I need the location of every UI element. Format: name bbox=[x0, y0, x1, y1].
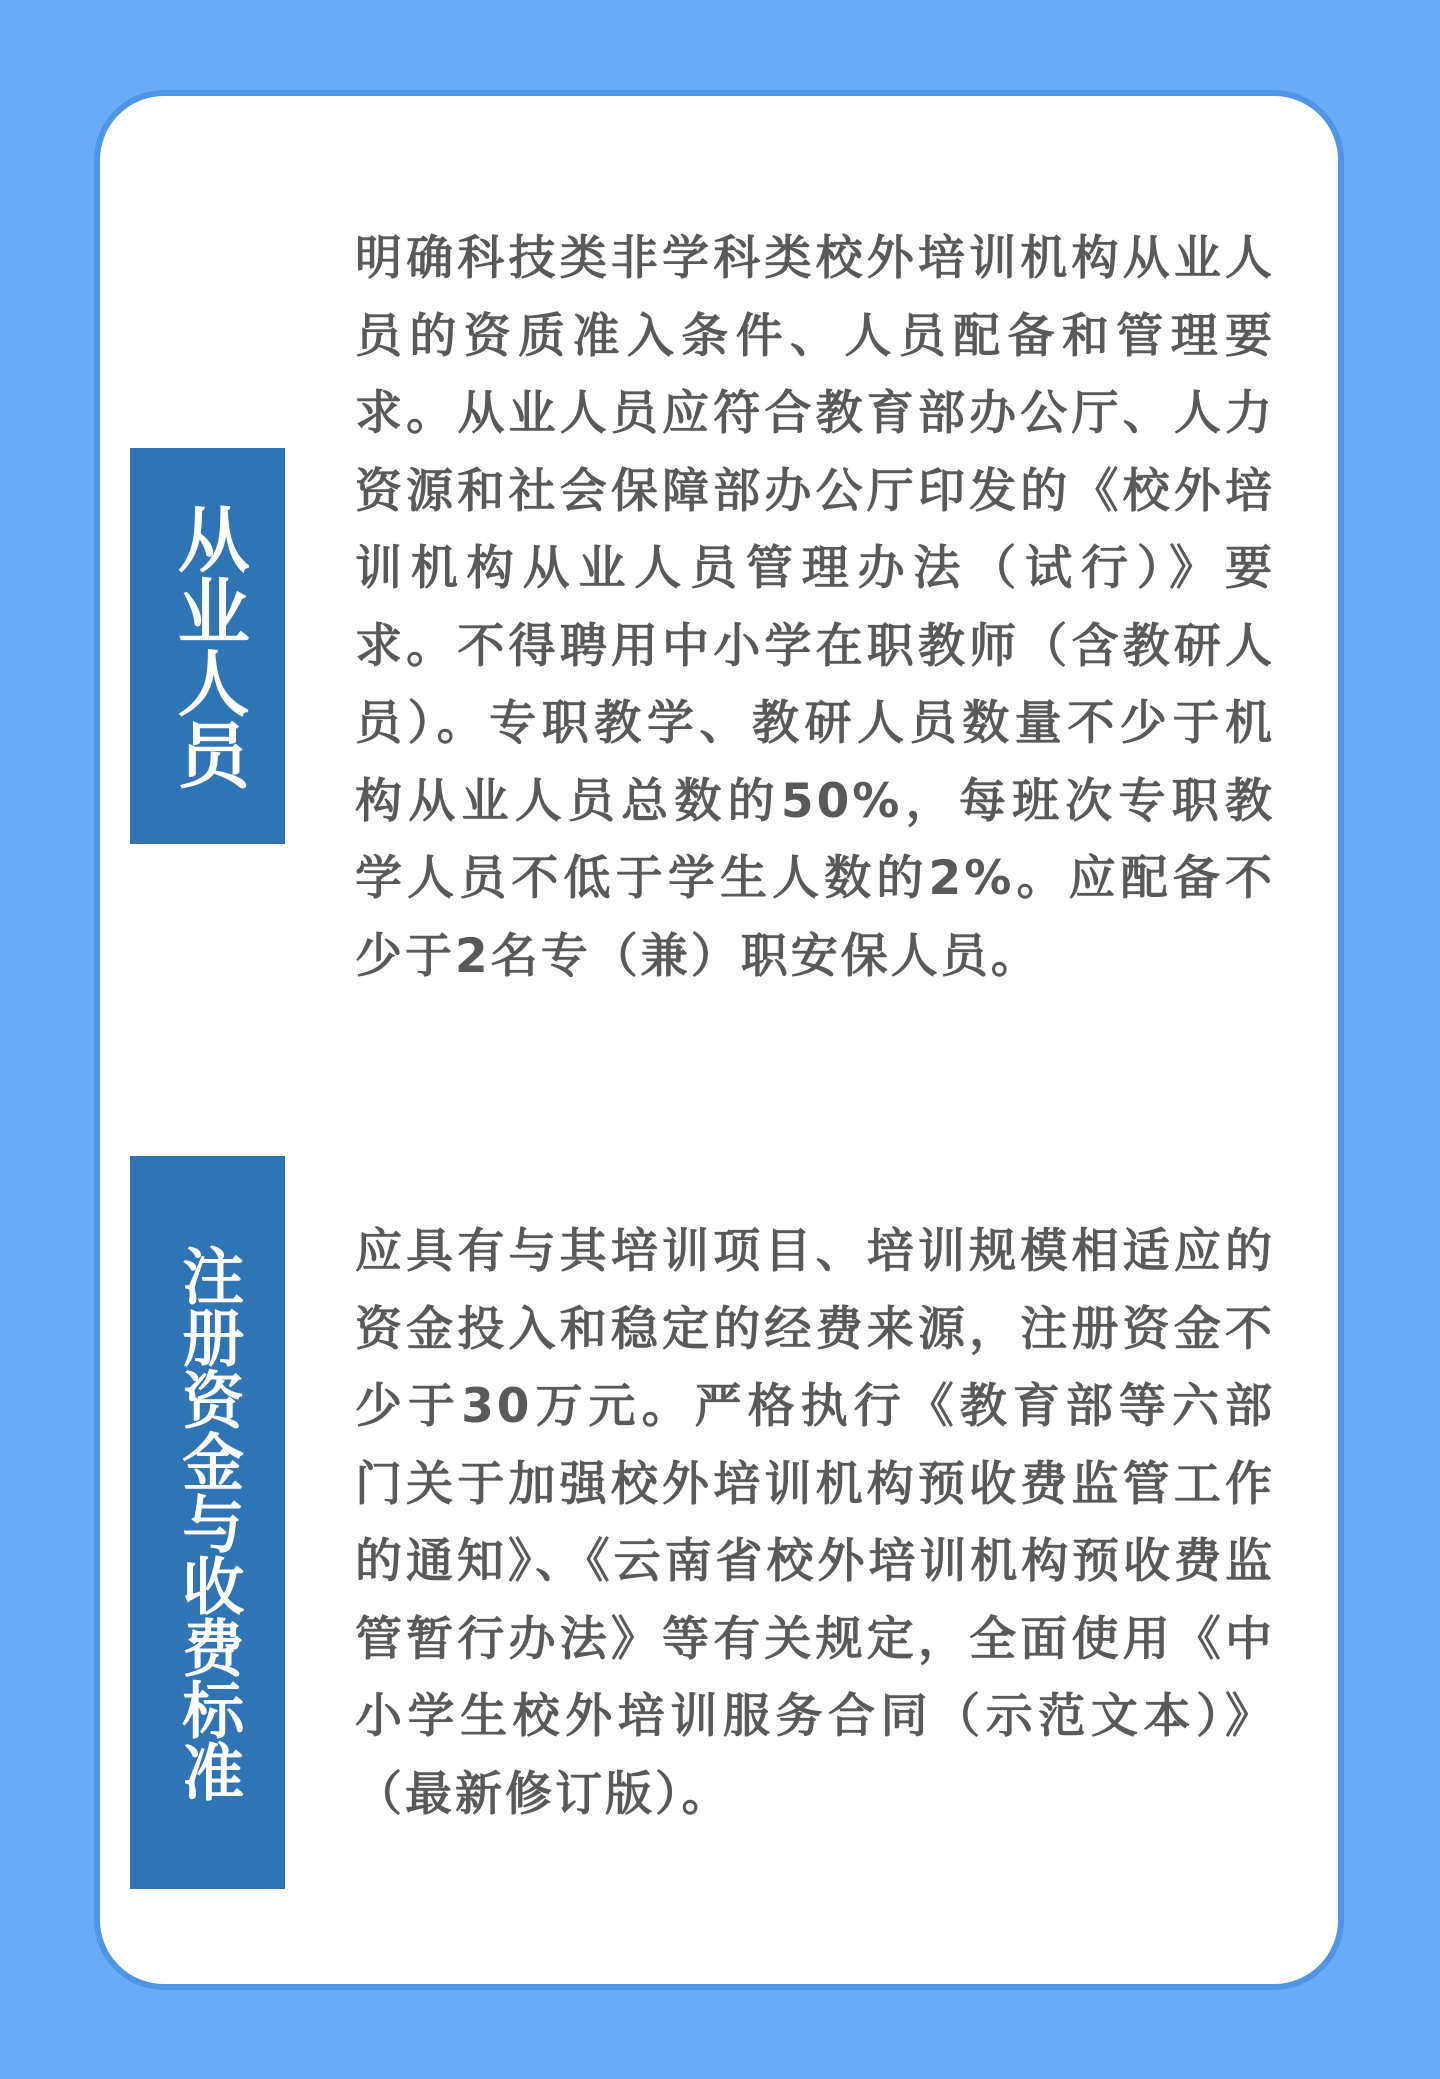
section-text-capital-fees: 应具有与其培训项目、培训规模相适应的资金投入和稳定的经费来源，注册资金不少于30万元。严格执行《教育部等六部门关于加强校外培训机构预收费监管工作的通知》、《云南省校外培训机构预收费监管暂行办法》等有关规定，全面使用《中小学生校外培训服务合同（示范文本）》（最新修订版）。 bbox=[355, 1224, 1275, 1822]
section-text-staff: 明确科技类非学科类校外培训机构从业人员的资质准入条件、人员配备和管理要求。从业人员应符合教育部办公厅、人力资源和社会保障部办公厅印发的《校外培训机构从业人员管理办法（试行）》要求。不得聘用中小学在职教师（含教研人员）。专职教学、教研人员数量不少于机构从业人员总数的50%，每班次专职教学人员不低于学生人数的2%。应配备不少于2名专（兼）职安保人员。 bbox=[355, 231, 1275, 984]
section-label-capital-fees: 注册资金与收费标准 bbox=[130, 1156, 285, 1889]
section-label-staff: 从业人员 bbox=[130, 448, 285, 844]
